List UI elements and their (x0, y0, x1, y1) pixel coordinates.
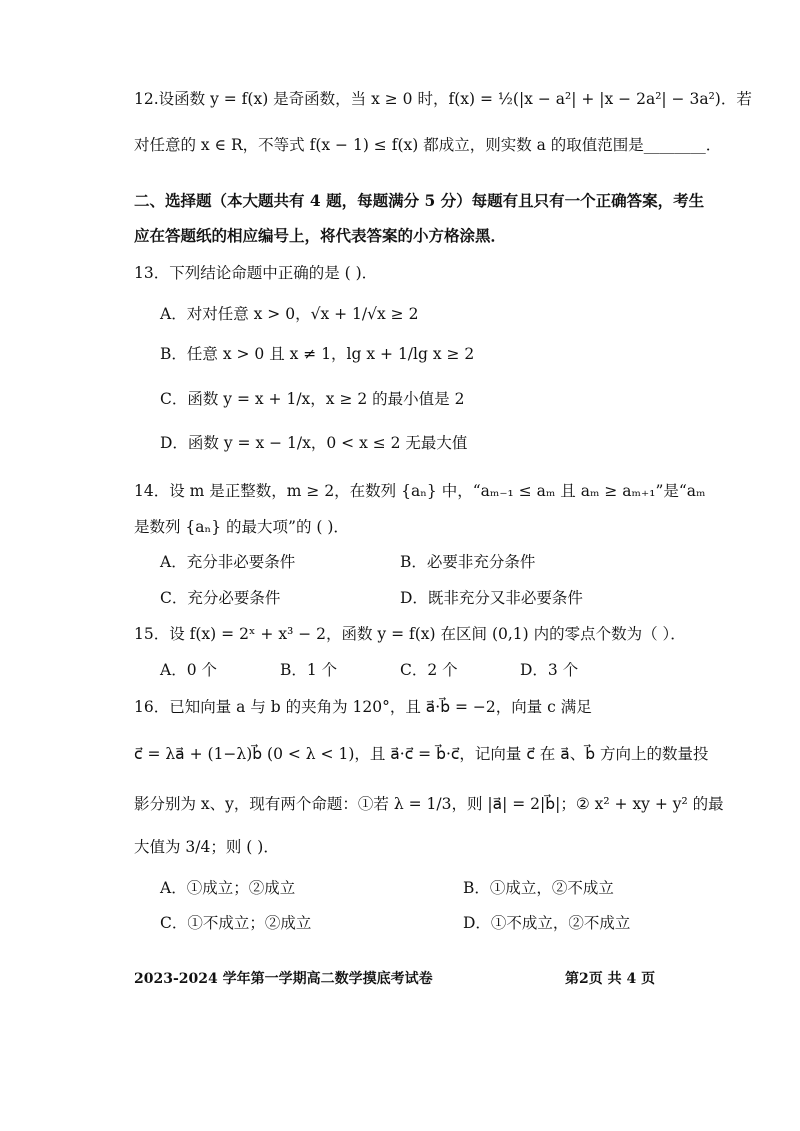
q13-option-a: A．对对任意 x > 0，√x + 1/√x ≥ 2 (160, 305, 419, 323)
q13-option-d: D．函数 y = x − 1/x，0 < x ≤ 2 无最大值 (160, 434, 468, 452)
q16-line-1: 16．已知向量 a 与 b 的夹角为 120°，且 a⃗·b⃗ = −2，向量 c 满足 (134, 698, 592, 716)
q13-stem: 13．下列结论命题中正确的是 ( )． (134, 264, 378, 282)
q16-option-d: D．①不成立，②不成立 (463, 914, 631, 932)
q13-option-b: B．任意 x > 0 且 x ≠ 1，lg x + 1/lg x ≥ 2 (160, 345, 475, 363)
q16-option-b: B．①成立，②不成立 (463, 879, 614, 897)
footer-page-number: 第2页 共 4 页 (565, 971, 656, 987)
section2-heading-line-2: 应在答题纸的相应编号上，将代表答案的小方格涂黑． (134, 226, 507, 245)
q16-line-4: 大值为 3/4；则 ( )． (134, 838, 279, 856)
q15-option-d: D．3 个 (520, 661, 579, 679)
section2-heading-line-1: 二、选择题（本大题共有 4 题，每题满分 5 分）每题有且只有一个正确答案，考生 (134, 191, 705, 210)
q15-option-b: B．1 个 (280, 661, 338, 679)
q14-option-d: D．既非充分又非必要条件 (400, 589, 583, 607)
q14-line-2: 是数列 {aₙ} 的最大项”的 ( )． (134, 518, 349, 536)
q14-option-c: C．充分必要条件 (160, 589, 281, 607)
q14-line-1: 14．设 m 是正整数，m ≥ 2，在数列 {aₙ} 中，“aₘ₋₁ ≤ aₘ 且 aₘ ≥ aₘ₊₁”是“aₘ (134, 482, 706, 500)
q16-option-a: A．①成立；②成立 (160, 879, 296, 897)
q14-option-a: A．充分非必要条件 (160, 553, 296, 571)
q15-stem: 15．设 f(x) = 2ˣ + x³ − 2，函数 y = f(x) 在区间 (0,1) 内的零点个数为（ ）． (134, 625, 686, 643)
footer-exam-title: 2023-2024 学年第一学期高二数学摸底考试卷 (134, 971, 433, 987)
q15-option-a: A．0 个 (160, 661, 217, 679)
q14-option-b: B．必要非充分条件 (400, 553, 536, 571)
q12-line-1: 12.设函数 y = f(x) 是奇函数，当 x ≥ 0 时，f(x) = ½(|x − a²| + |x − 2a²| − 3a²)．若 (134, 90, 752, 108)
q16-option-c: C．①不成立；②成立 (160, 914, 312, 932)
q16-line-3: 影分别为 x、y，现有两个命题：①若 λ = 1/3，则 |a⃗| = 2|b⃗|；② x² + xy + y² 的最 (134, 795, 724, 813)
q15-option-c: C．2 个 (400, 661, 458, 679)
q16-line-2: c⃗ = λa⃗ + (1−λ)b⃗ (0 < λ < 1)，且 a⃗·c⃗ = b⃗·c⃗，记向量 c⃗ 在 a⃗、b⃗ 方向上的数量投 (134, 745, 709, 763)
q12-line-2: 对任意的 x ∈ R，不等式 f(x − 1) ≤ f(x) 都成立，则实数 a 的取值范围是________． (134, 136, 722, 154)
q13-option-c: C．函数 y = x + 1/x，x ≥ 2 的最小值是 2 (160, 390, 465, 408)
